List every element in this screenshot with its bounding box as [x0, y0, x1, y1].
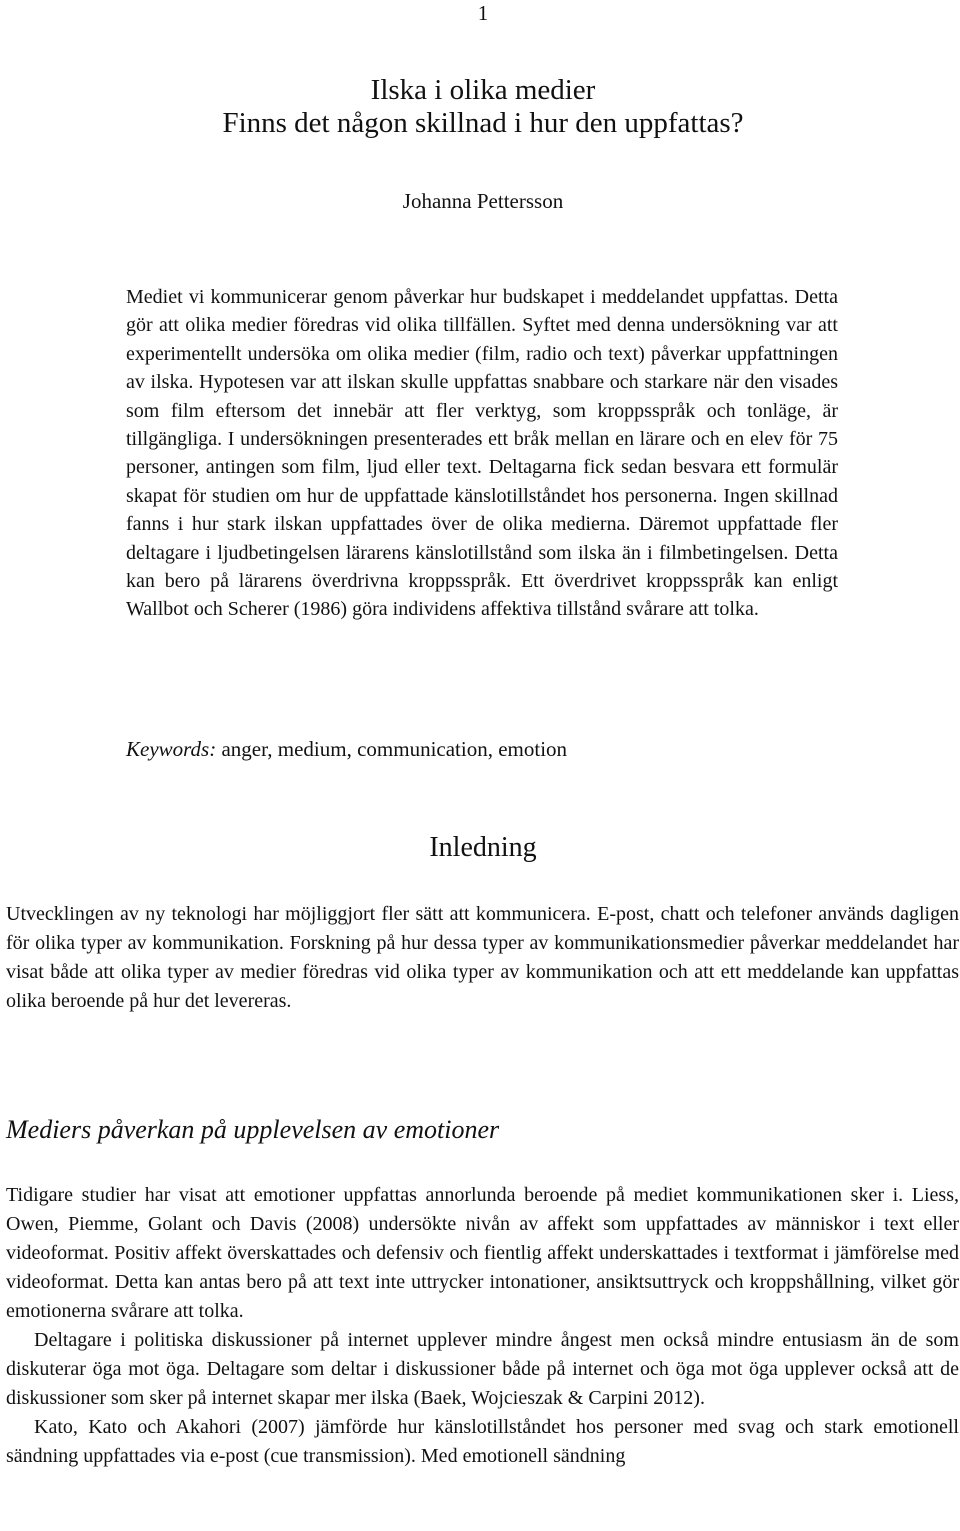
introduction-heading: Inledning	[429, 832, 537, 863]
title-line-2: Finns det någon skillnad i hur den uppfattas?	[222, 107, 744, 139]
introduction-paragraph: Utvecklingen av ny teknologi har möjliggjort fler sätt att kommunicera. E-post, chatt och telefoner används dagligen för olika typer av kommunikation. Forskning på hur dessa typer av kommunikationsmedier påverkar meddelandet har visat både att olika typer av medier föredras vid olika typer av kommunikation och att ett meddelande kan uppfattas olika beroende på hur det levereras.	[6, 903, 959, 1012]
section-heading: Mediers påverkan på upplevelsen av emotioner	[6, 1115, 500, 1144]
keywords-label: Keywords:	[126, 737, 217, 761]
title-line-1: Ilska i olika medier	[370, 74, 596, 106]
section-paragraph-3: Kato, Kato och Akahori (2007) jämförde hur känslotillståndet hos personer med svag och stark emotionell sändning uppfattades via e-post (cue transmission). Med emotionell sändning	[6, 1416, 959, 1467]
document-title	[0, 74, 960, 140]
keywords-value: anger, medium, communication, emotion	[216, 737, 568, 761]
section-paragraph-2: Deltagare i politiska diskussioner på internet upplever mindre ångest men också mindre entusiasm än de som diskuterar öga mot öga. Deltagare som deltar i diskussioner både på internet och öga mot öga upplever också att de diskussioner som sker på internet skapar mer ilska (Baek, Wojcieszak & Carpini 2012).	[6, 1329, 959, 1409]
author-name: Johanna Pettersson	[402, 189, 564, 213]
section-body	[6, 1181, 959, 1471]
page-number: 1	[477, 1, 489, 25]
keywords-line	[126, 735, 838, 763]
section-paragraph-1: Tidigare studier har visat att emotioner uppfattas annorlunda beroende på mediet kommunikationen sker i. Liess, Owen, Piemme, Golant och Davis (2008) undersökte nivån av affekt som uppfattades av människor i text eller videoformat. Positiv affekt överskattades och defensiv och fientlig affekt underskattades i textformat i jämförelse med videoformat. Detta kan antas bero på att text inte uttrycker intonationer, ansiktsuttryck och kroppshållning, vilket gör emotionerna svårare att tolka.	[6, 1184, 959, 1322]
abstract-paragraph: Mediet vi kommunicerar genom påverkar hur budskapet i meddelandet uppfattas. Detta gör att olika medier föredras vid olika tillfällen. Syftet med denna undersökning var att experimentellt undersöka om olika medier (film, radio och text) påverkar uppfattningen av ilska. Hypotesen var att ilskan skulle uppfattas snabbare och starkare när den visades som film eftersom det innebär att fler verktyg, som kroppsspråk och tonläge, är tillgängliga. I undersökningen presenterades ett bråk mellan en lärare och en elev för 75 personer, antingen som film, ljud eller text. Deltagarna fick sedan besvara ett formulär skapat för studien om hur de uppfattade känslotillståndet hos personerna. Ingen skillnad fanns i hur stark ilskan uppfattades över de olika medierna. Däremot uppfattade fler deltagare i ljudbetingelsen lärarens känslotillstånd som ilska än i filmbetingelsen. Detta kan bero på lärarens överdrivna kroppsspråk. Ett överdrivet kroppsspråk kan enligt Wallbot och Scherer (1986) göra individens affektiva tillstånd svårare att tolka.	[126, 286, 838, 621]
